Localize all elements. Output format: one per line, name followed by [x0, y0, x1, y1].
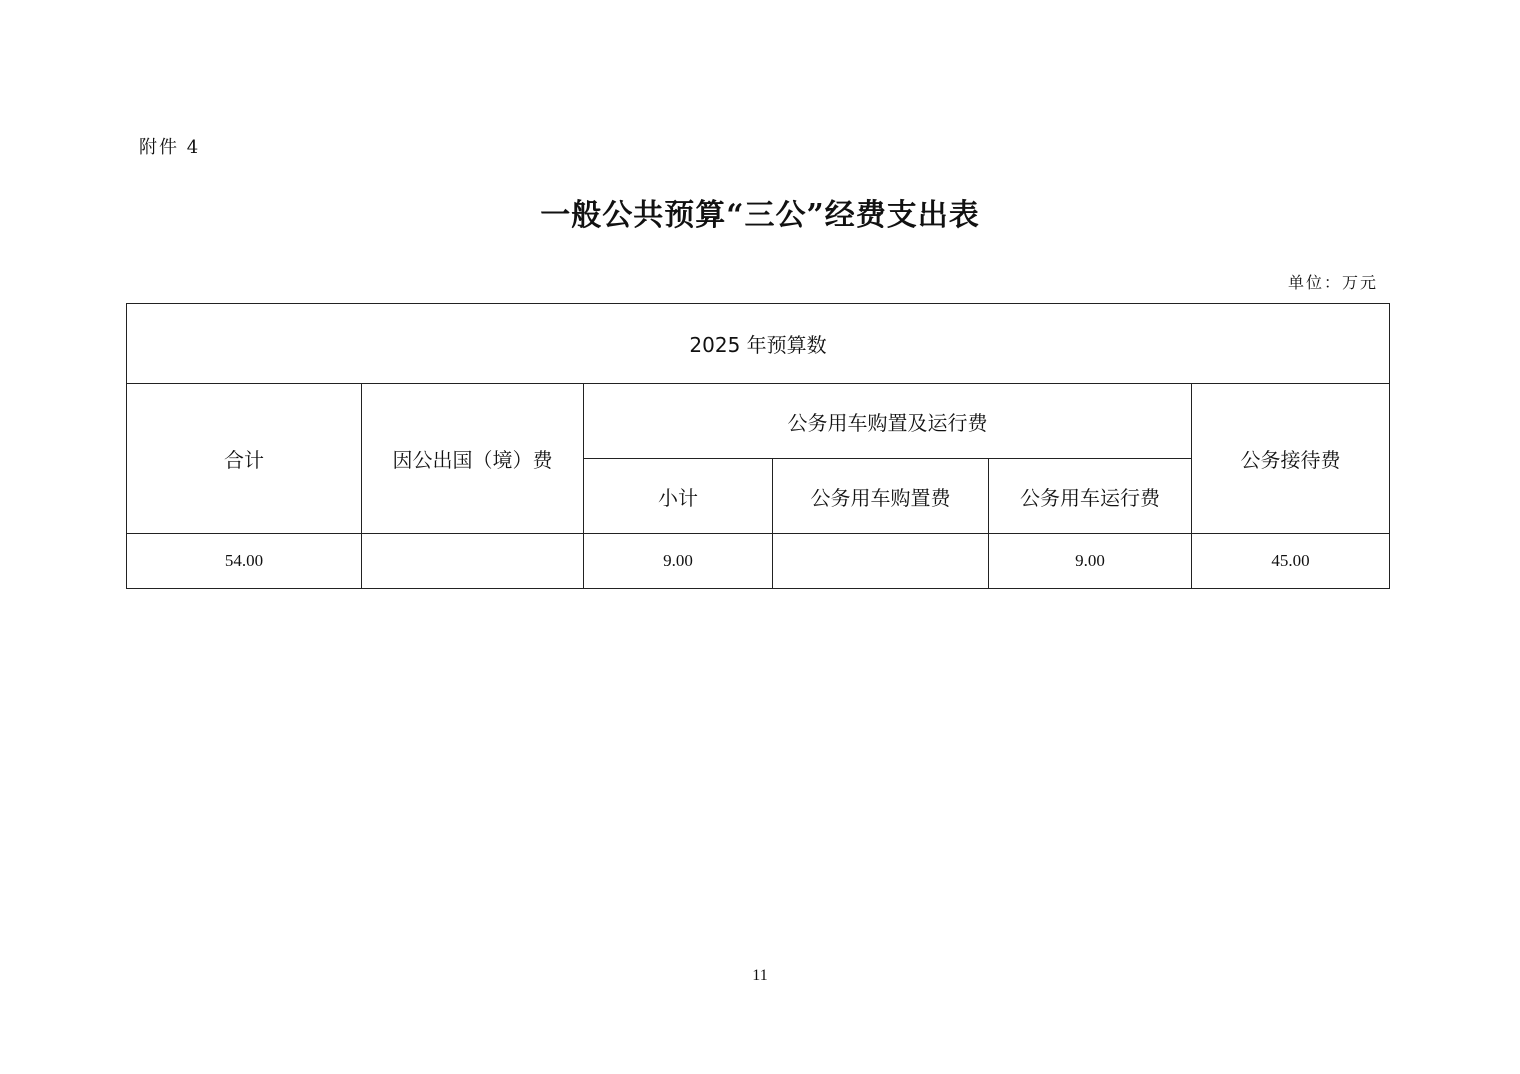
- cell-reception: 45.00: [1192, 534, 1390, 589]
- unit-label: 单位：万元: [1287, 273, 1378, 292]
- attachment-label: 附件 4: [139, 137, 201, 158]
- cell-total: 54.00: [127, 534, 362, 589]
- header-vehicle-purchase: 公务用车购置费: [773, 459, 989, 534]
- header-overseas: 因公出国（境）费: [362, 384, 584, 534]
- cell-vehicle-subtotal: 9.00: [584, 534, 773, 589]
- header-total: 合计: [127, 384, 362, 534]
- header-vehicle-group: 公务用车购置及运行费: [584, 384, 1192, 459]
- page-title: 一般公共预算“三公”经费支出表: [540, 198, 980, 233]
- cell-vehicle-operation: 9.00: [989, 534, 1192, 589]
- header-vehicle-operation: 公务用车运行费: [989, 459, 1192, 534]
- cell-vehicle-purchase: [773, 534, 989, 589]
- table-row: [127, 534, 1390, 589]
- header-row-group: [127, 384, 1390, 459]
- header-vehicle-subtotal: 小计: [584, 459, 773, 534]
- cell-overseas: [362, 534, 584, 589]
- header-reception: 公务接待费: [1192, 384, 1390, 534]
- page-number: 11: [752, 967, 768, 984]
- header-budget-year: 2025 年预算数: [127, 304, 1390, 384]
- header-row-year: [127, 304, 1390, 384]
- budget-table: [126, 303, 1390, 589]
